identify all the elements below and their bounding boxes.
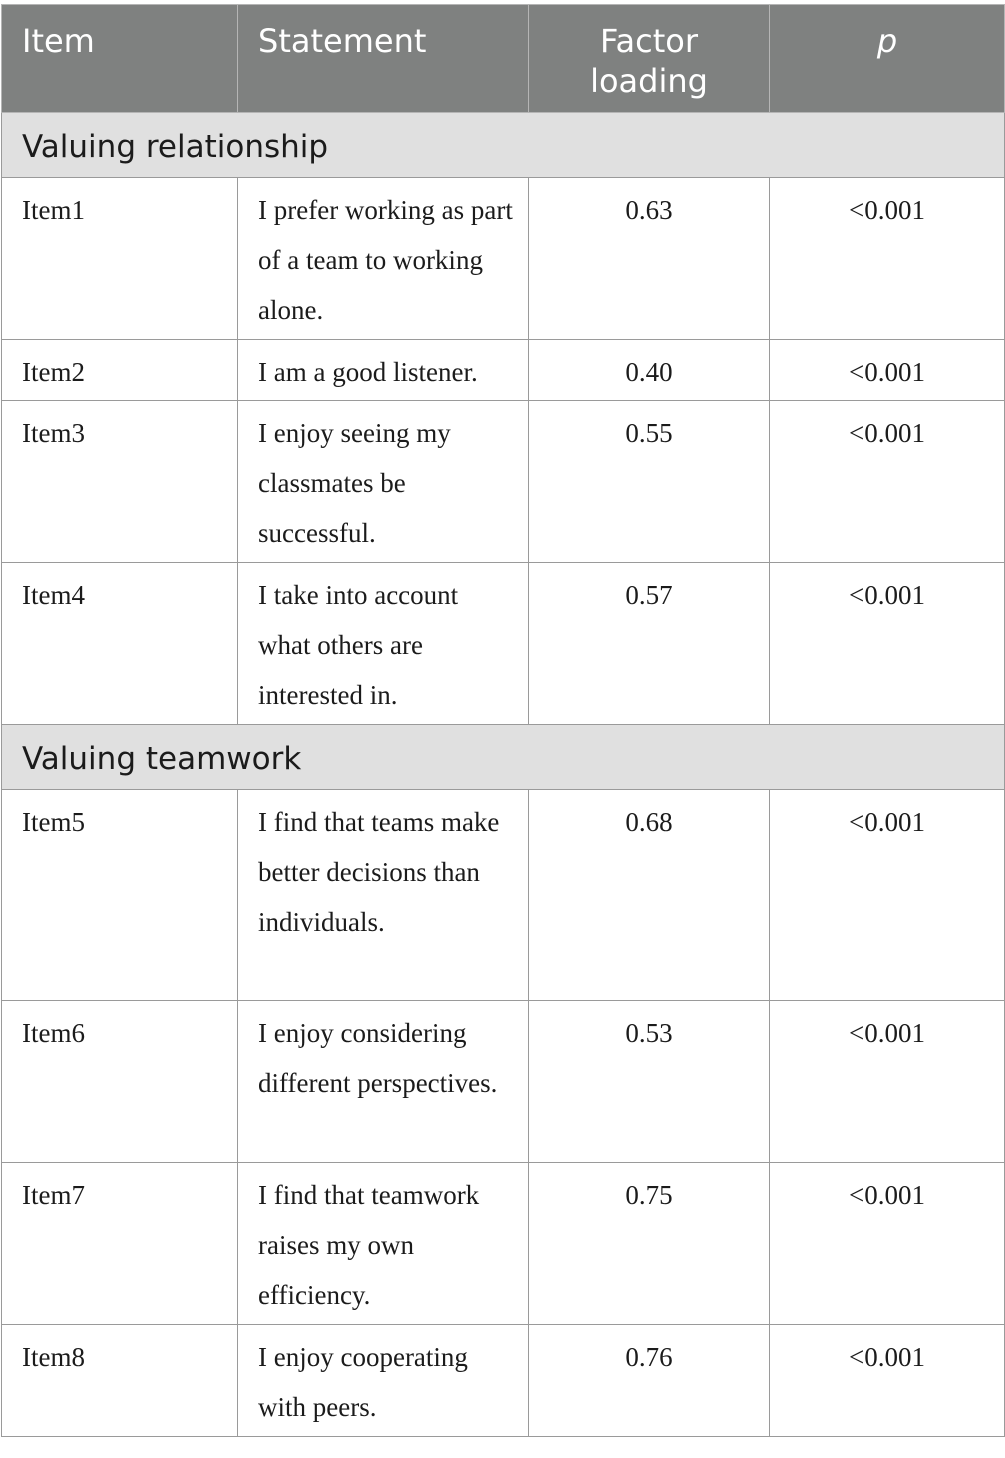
statement-cell: I enjoy cooperating with peers. (238, 1325, 529, 1437)
header-row (2, 5, 1005, 113)
table-row (2, 1163, 1005, 1325)
p-cell: <0.001 (770, 401, 1005, 563)
loading-cell: 0.53 (529, 1001, 770, 1163)
item-cell: Item2 (2, 340, 238, 401)
statement-cell: I take into account what others are interested in. (238, 563, 529, 725)
p-cell: <0.001 (770, 178, 1005, 340)
loading-cell: 0.40 (529, 340, 770, 401)
loading-cell: 0.76 (529, 1325, 770, 1437)
p-cell: <0.001 (770, 340, 1005, 401)
loading-cell: 0.57 (529, 563, 770, 725)
p-cell: <0.001 (770, 563, 1005, 725)
item-cell: Item4 (2, 563, 238, 725)
statement-cell: I am a good listener. (238, 340, 529, 401)
item-cell: Item5 (2, 790, 238, 1001)
header-statement: Statement (238, 5, 529, 113)
table-row (2, 340, 1005, 401)
loading-cell: 0.63 (529, 178, 770, 340)
item-cell: Item7 (2, 1163, 238, 1325)
p-cell: <0.001 (770, 1325, 1005, 1437)
section-row-valuing-relationship (2, 113, 1005, 178)
p-cell: <0.001 (770, 1163, 1005, 1325)
table-row (2, 1325, 1005, 1437)
statement-cell: I enjoy seeing my classmates be successful. (238, 401, 529, 563)
table-row (2, 563, 1005, 725)
section-title: Valuing relationship (2, 113, 1005, 178)
loading-cell: 0.75 (529, 1163, 770, 1325)
statement-cell: I prefer working as part of a team to working alone. (238, 178, 529, 340)
p-cell: <0.001 (770, 1001, 1005, 1163)
section-row-valuing-teamwork (2, 725, 1005, 790)
section-title: Valuing teamwork (2, 725, 1005, 790)
table-header (2, 5, 1005, 113)
item-cell: Item1 (2, 178, 238, 340)
table-row (2, 790, 1005, 1001)
statement-cell: I enjoy considering different perspectives. (238, 1001, 529, 1163)
loading-cell: 0.55 (529, 401, 770, 563)
item-cell: Item6 (2, 1001, 238, 1163)
table-row (2, 1001, 1005, 1163)
statement-cell: I find that teams make better decisions than individuals. (238, 790, 529, 1001)
table-body (2, 113, 1005, 1437)
header-factor-loading: Factor loading (529, 5, 770, 113)
item-cell: Item8 (2, 1325, 238, 1437)
header-p: p (770, 5, 1005, 113)
p-cell: <0.001 (770, 790, 1005, 1001)
factor-loading-table (1, 4, 1005, 1437)
header-item: Item (2, 5, 238, 113)
item-cell: Item3 (2, 401, 238, 563)
loading-cell: 0.68 (529, 790, 770, 1001)
table-row (2, 178, 1005, 340)
table-row (2, 401, 1005, 563)
statement-cell: I find that teamwork raises my own efficiency. (238, 1163, 529, 1325)
